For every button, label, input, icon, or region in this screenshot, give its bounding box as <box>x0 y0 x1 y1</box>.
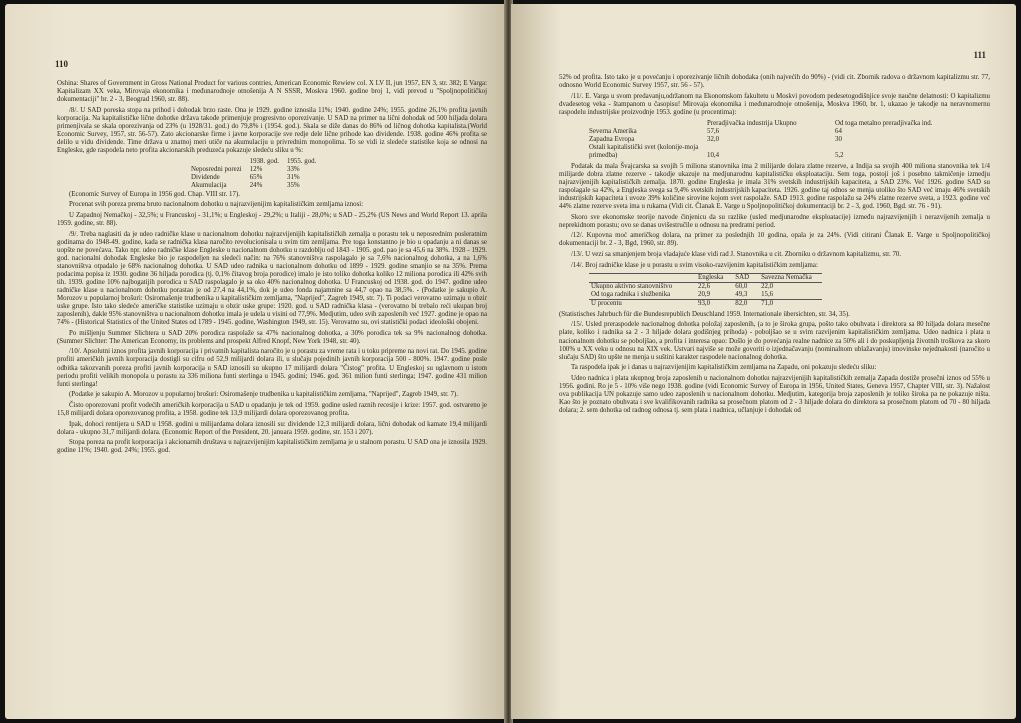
table-header-cell <box>589 120 707 128</box>
table-cell: 24% <box>249 181 263 189</box>
table-header-cell: 1955. god. <box>287 157 317 165</box>
row-label: Akumulacija <box>191 181 227 189</box>
table-source: (Economic Survey of Europa in 1956 god. Chap. VIII str. 17). <box>69 190 240 198</box>
footnote-text: Oshina: Shares of Government in Gross National Product for various contries, American Economic Rewiew col. X LV II, jun 1957, EN 3, str. 382; E Varga: Kapitalizam XX veka, Mirovaja ekonomika i međunarodnoje otnošenija A N SSSR, Moskva 1960. godine broj 1, vidi prevod u "Spoljnopolitičkoj dokumentaciji" br. 2 - 3, Beograd 1960, str. 88). <box>57 80 487 104</box>
paragraph: Čisto oporezovani profit vodećih američkih korporacija u SAD u opadanju je tek od 1959. godine usled raznih recesije i krize: 1957. god. ostvareno je 15,8 milijardi dolara oporezovanog profita, a 1958. godine tek 13,9 milijardi dolara oporezovanog profita. <box>57 401 487 417</box>
right-page-text <box>559 74 990 711</box>
table-cell: 12% <box>249 165 263 173</box>
row-label: Ostali kapitalistički svet (kolonije-moja primedba) <box>589 143 699 159</box>
footnote-12: /12/. Kupovna moć američkog dolara, na primer za poslednjih 10 godina, opala je za 24%. (Vidi citirani Članak E. Varge u Spoljnopolitičkoj dokumentaciji br. 2 - 3, Bgd, 1960, str. 89). <box>559 232 990 248</box>
paragraph: 52% od profita. Isto tako je u povećanju i oporezivanje ličnih dohodaka (onih najvećih do 90%) - (vidi cit. Zbornik radova o državnom kapitalizmu str. 77, odnosno World Economic Survey 1957, str. 56 - 57). <box>559 74 990 90</box>
footnote-11: /11/. E. Varga u svom predavanju,održanom na Ekonomskom fakultetu u Moskvi povodom pedesetogodišnjice svoje naučne delatnosti: O kapitalizmu dvadesetog veka - štampanom u časopisu! Mirovaja ekonomika i međunarodnoje otnošenija, Moskva 1960, br. 1, ukazao je takodje na neravnomernu raspodelu industrijske proizvodnje 1953. godine (u procentima): <box>559 92 990 116</box>
page-number-right: 111 <box>973 50 986 60</box>
table-header-cell: Engleska <box>698 273 724 281</box>
page-number-left: 110 <box>55 59 69 69</box>
footnote-8: /8/. U SAD poreska stopa na prihod i dohodak brzo raste. Ona je 1929. godine iznosila 11%; 1940. godine 24%; 1955. godine 26,1% profita javnih korporacija. Na kapitalističke lične dohotke država takođe primenjuje progresivno oporezivanje. U SAD na primer na lični dohodak od 500 hiljada dolara primenjivala se skala oporezivanja od 23% (u 1928/31. god.) do 79,8% i (1954. god.). Skala se diže danas do 86% od ličnog dohotka kapitalista.(World Economic Survey, 1957, str. 56-57). Zato akcionarske firme i javne korporacije sve redje dele lične prihode kao dividende. 1938. godine 46% profita se delilo u vidu dividende. Time država u znatnoj meri utiče na akumulaciju u privrednim monopolima. To se vidi iz sledeće statistike koja se odnosi na Englesku, gde raspodela neto profita akcionarskih preduzeća pokazuje sledeću sliku u %: <box>57 106 487 154</box>
paragraph: Skoro sve ekonomske teorije navode činjenicu da su razlike (usled medjunarodne eksploatacije) između najrazvijenijih i nerazvijenih zemalja u neprekidnom porastu; ovo se danas uvišestručile u odnosu na predratni period. <box>559 213 990 229</box>
table-header-cell: 1938. god. <box>249 157 280 165</box>
table-header-cell: SAD <box>735 273 750 281</box>
table-header-cell: Od toga metalno preradjivačka ind. <box>835 119 933 127</box>
table-cell: 49,3 <box>735 290 748 298</box>
row-label: Od toga radnika i službenika <box>591 290 671 298</box>
table-row <box>187 182 320 190</box>
table-cell: 35% <box>287 181 300 189</box>
right-page <box>511 4 1016 719</box>
table-cell: 71,0 <box>759 299 822 308</box>
table-row <box>589 144 953 160</box>
table-cell: 82,0 <box>733 299 759 308</box>
table-row <box>589 291 822 300</box>
table-row <box>187 174 320 182</box>
table-cell: 32,0 <box>707 135 720 143</box>
paragraph: Udeo nadnica i plata ukupnog broja zaposlenih u nacionalnom dohotku najrazvijenijih kapitalističkih zemalja Zapada dostiže prosečni iznos od 55% u 1956. godini. Ro je 5 - 10% više nego 1938. godine (vidi Economic Survey of Europa in 1956, United States, Geneva 1957, Chapter VIII, str. 3). Nažalost ova publikacija UN pokazuje samo udeo zaposlenih u nacionalnom dohotku. Medjutim, kategorija broja zaposlenih je toliko široka pa ne pokazuje ništa. Kao što je poznato obuhvata i sve kvalifikovanih radnika sa prosečnom platom od 2 - 3 hiljade dolara do direktora sa prosečnom platom od 70 - 80 hiljada dolara; 2. sem dohotka od radnog odnosa tj. sem plata i nadnica, učlanjuje i dohodak od <box>559 374 990 415</box>
table-cell: 57,6 <box>707 127 720 135</box>
paragraph: U Zapadnoj Nemačkoj - 32,5%; u Francuskoj - 31,1%; u Engleskoj - 29,2%; u Italiji - 28,0%; u SAD - 25,2% (US News and World Report 13. aprila 1959. godine, str. 88). <box>57 211 487 227</box>
table-source: (Statistisches Jahrbuch für die Bundesrepublich Deuschland 1959. Internationale übersichten, str. 34, 35). <box>559 310 850 318</box>
row-label: Zapadna Evropa <box>589 135 635 143</box>
footnote-15: /15/. Usled preraspodele nacionalnog dohotka položaj zaposlenih, (a to je široka grupa, pošto tako obuhvata i direktora sa 80 hiljada dolara mesečne plate, koliko i radnika sa 2 - 3 hiljade dolara godišnjeg prihoda) - pobolјšao se u svim razvijenim kapitalističkim zemljama. Udeo nadnica i plata u nacionalnom dohotku se pobolјšao, a profita i interesa opao: Došlo je do povećanja realne nadnice za 50% ali i do poskupljenja životnih troškova za skoro 100% u XX veku u odnosu na XIX vek. Ustvari najviše se može govoriti o izjednačavanju (nominalnom ublažavanju) imovinske nejednakosti (naročito u slučaju SAD) što upšte ne menja u suštini karakter raspodele nacionalnog dohotka. <box>559 321 990 361</box>
row-label: Dividende <box>191 173 220 181</box>
row-label: Ukupno aktivno stanovništvo <box>589 282 696 291</box>
table-cell: 30 <box>835 135 842 143</box>
footnote-14: /14/. Broj radničke klase je u porastu u svim visoko-razvijenim kapitalističkim zemljama: <box>571 261 818 269</box>
table-cell: 10,4 <box>707 151 720 159</box>
table-cell: 93,0 <box>696 299 733 308</box>
row-label: U procentu <box>589 299 696 308</box>
table-cell: 5,2 <box>835 151 844 159</box>
footnote-13: /13/. U vezi sa smanjenjem broja vladajuće klase vidi rad J. Stanovnika u cit. Zborniku o državnom kapitalizmu, str. 70. <box>571 251 902 259</box>
footnote-9: /9/. Treba naglasiti da je udeo radničke klase u nacionalnom dohotku najrazvijenijih kapitalističkih zemalja u porastu tek u neposrednim posleratnim godinama do 1948-49. godine, kada se radnička klasa naročito revolucionisala u svim tim zemljama. Pre toga konstantno je bio u opadanju a ni danas se uopšte ne povećava. Tako npr. udeo radničke klase Engleske u nacionalnom dohotku u razdoblju od 1843 - 1905. god. pao je sa 45,6 na 38%. 1928 - 1929. god. nacionalni dohodak Engleske bio je raspodeljen na sledeći način: na 76% stanovništva raspolagalo je sa 7,6% nacionalnog dohotka, a na 1,6% stanovništva otpadalo je 68% nacionalnog dohotka. U SAD udeo radnika u nacionalnom dohotku od 1899 - 1929. godine smanjio se na 35%. Prema podacima popisa iz 1930. godine 36 hiljada porodica (tj. 0,1% čitavog broja porodice) imalo je isto toliko dohotka koliko 12 miliona porodica ili 42% svih tih. 1939. godine 10% najbogatijih porodica u SAD raspolagalo je sa oko 40% nacionalnog dohotka. U Francuskoj od 1938. god. do 1947. godine udeo radničke klase u nacionalnom dohotku porastao je od 27,4 na 44,1%, dok je udeo fonda najamnine sa 44,7 opao na 38,5%. - (Podatke je sakupio A. Morozov u popularnoj brošuri: Osiromašenje trudbenika u kapitalističkim zemljama, "Naprijed", Zagreb 1949, str. 7). Ti podaci verovatno uzimaju u obzir uske grupe. Isto tako sledeće američke statistike uzimaju u obzir uske grupe: 1920. god. u SAD radnička klasa - (verovatno bi trebalo reći ukupan broj zaposlenih), dakle 95% stanovništva u nacionalnom dohotku imala je udela u visini od 77,9%. Medjutim, udeo svih zaposlenih već 1927. godine je opao na 74% - (Historical Statistics of the United States od 1789 - 1945. godine, Washington 1949, str. 15). Verovatno su, ovi statistički podaci ideološki obojeni. <box>57 230 487 327</box>
table-cell: 22,0 <box>759 282 822 291</box>
table-header-row <box>589 273 822 282</box>
table-header-cell: Savezna Nemačka <box>761 273 812 281</box>
paragraph: (Podatke je sakupio A. Morozov u popularnoj brošuri: Osiromašenje trudbenika u kapitalističkim zemljama, "Naprijed", Zagreb 1949, str. 7). <box>69 391 458 399</box>
working-class-table <box>589 273 822 308</box>
paragraph: Procenat svih poreza prema bruto nacionalnom dohotku u najrazvijenijim kapitalističkim zemljama iznosi: <box>69 201 364 209</box>
table-cell: 20,9 <box>698 290 711 298</box>
table-row <box>589 128 953 136</box>
table-row <box>589 282 822 291</box>
table-cell: 31% <box>287 173 300 181</box>
left-page <box>5 4 505 719</box>
table-row <box>589 136 953 144</box>
table-header-cell <box>589 273 696 282</box>
paragraph: Ta raspodela ipak je i danas u najrazvijenijim kapitalističkim zemljama na Zapadu, oni pokazuju sledeću sliku: <box>571 364 877 372</box>
paragraph: Ipak, dohoci rentijera u SAD u 1958. godini u milijardama dolara iznosili su: dividende 12,3 milijardi dolara, lični dohodak od kamate 19,4 milijardi dolara - ukupno 31,7 milijardi dolara. (Economic Report of the President, 20. januara 1959. godine, str. 153 i 207). <box>57 420 487 436</box>
industrial-production-table <box>589 120 953 160</box>
table-cell: 33% <box>287 165 300 173</box>
table-cell: 64 <box>835 127 842 135</box>
table-cell: 65% <box>249 173 263 181</box>
row-label: Neposredni porezi <box>191 165 242 173</box>
table-cell: 15,6 <box>761 290 774 298</box>
paragraph: Po mišljenju Summer Slichtera u SAD 20% porodica raspolaže sa 47% nacionalnog dohotka, a 30% porodica tek sa 9% nacionalnog dohotka. (Summer Slichter: The American Economy, its problems and prospekt Alfred Knopf, New York 1948, str. 40). <box>57 329 487 345</box>
paragraph: Podatak da mala Švajcarska sa svojih 5 miliona stanovnika ima 2 milijarde dolara zlatne rezerve, a Indija sa svojih 400 miliona stanovnika tek 1/4 milijarde dobra zlatne rezerve - takodje ukazuje na medjunarodnu kapitalističku eksploataciju. Sem toga, postoji još i posebno takmičenje izmedju najrazvijenijih kapitalističkih zemalja. 1870. godine Engleska je imala 31% svetskih industrijskih kapaciteta, a SAD 23%. Već 1926. godine SAD su raspolagale sa 42%, a Engleska svega sa 9,4% svetskih industrijskih kapaciteta. 1926. godine taj odnos se menja utoliko što SAD već imaju 46% svetskih industrijskih kapaciteta i uvoze 39% količine sirovine kojom svet raspolaže. SAD 1913. godine raspolažu sa 24% zlatne rezerve sveta, a 1923. godine već 44% zlatne rezerve sveta ima u rukama (Vidi cit. Članak E. Varge u Spoljnopolitičkoj dokumentaciji br. 2 - 3, god. 1960, Bgd. str. 76 - 91). <box>559 162 990 211</box>
paragraph: Stopa poreza na profit korporacija i akcionarnih društava u najrazvijenijim kapitalističkim zemljama je u stalnom porastu. U SAD ona je iznosila 1929. godine 11%; 1940. god. 24%; 1955. god. <box>57 439 487 455</box>
table-row <box>589 299 822 308</box>
table-header-row <box>589 120 953 128</box>
row-label: Severna Amerika <box>589 127 637 135</box>
footnote-10: /10/. Apsolutni iznos profita javnih korporacija i privatnih kapitalista naročito je u porastu za vreme rata i u toku pripreme na novi rat. Do 1945. godine profiti američkih javnih korporacija dostigli su cifru od 52,9 milijardi dolara ili, u slučaju pojedinih javnih korporacija 500 - 800%. 1947. godine posle odbitka takozvanih poreza profiti javnih korporacija u SAD iznosili su ukupno 17 milijardi dolara "Čistog" profita. U Engleskoj su uglavnom u istom periodu profiti velikih monopola u porastu za 336 miliona funti sterlinga u 1945. godini; 1946. god. 361 milion funti sterlinga; 1947. godine 431 milion funti sterlinga! <box>57 348 487 388</box>
left-page-text <box>57 80 487 711</box>
table-row <box>187 166 320 174</box>
table-cell: 22,6 <box>696 282 733 291</box>
table-header-cell: Preradjivačka industrija Ukupno <box>707 119 797 127</box>
table-header-row <box>187 158 320 166</box>
uk-profit-distribution-table <box>187 158 320 190</box>
table-cell: 60,0 <box>733 282 759 291</box>
